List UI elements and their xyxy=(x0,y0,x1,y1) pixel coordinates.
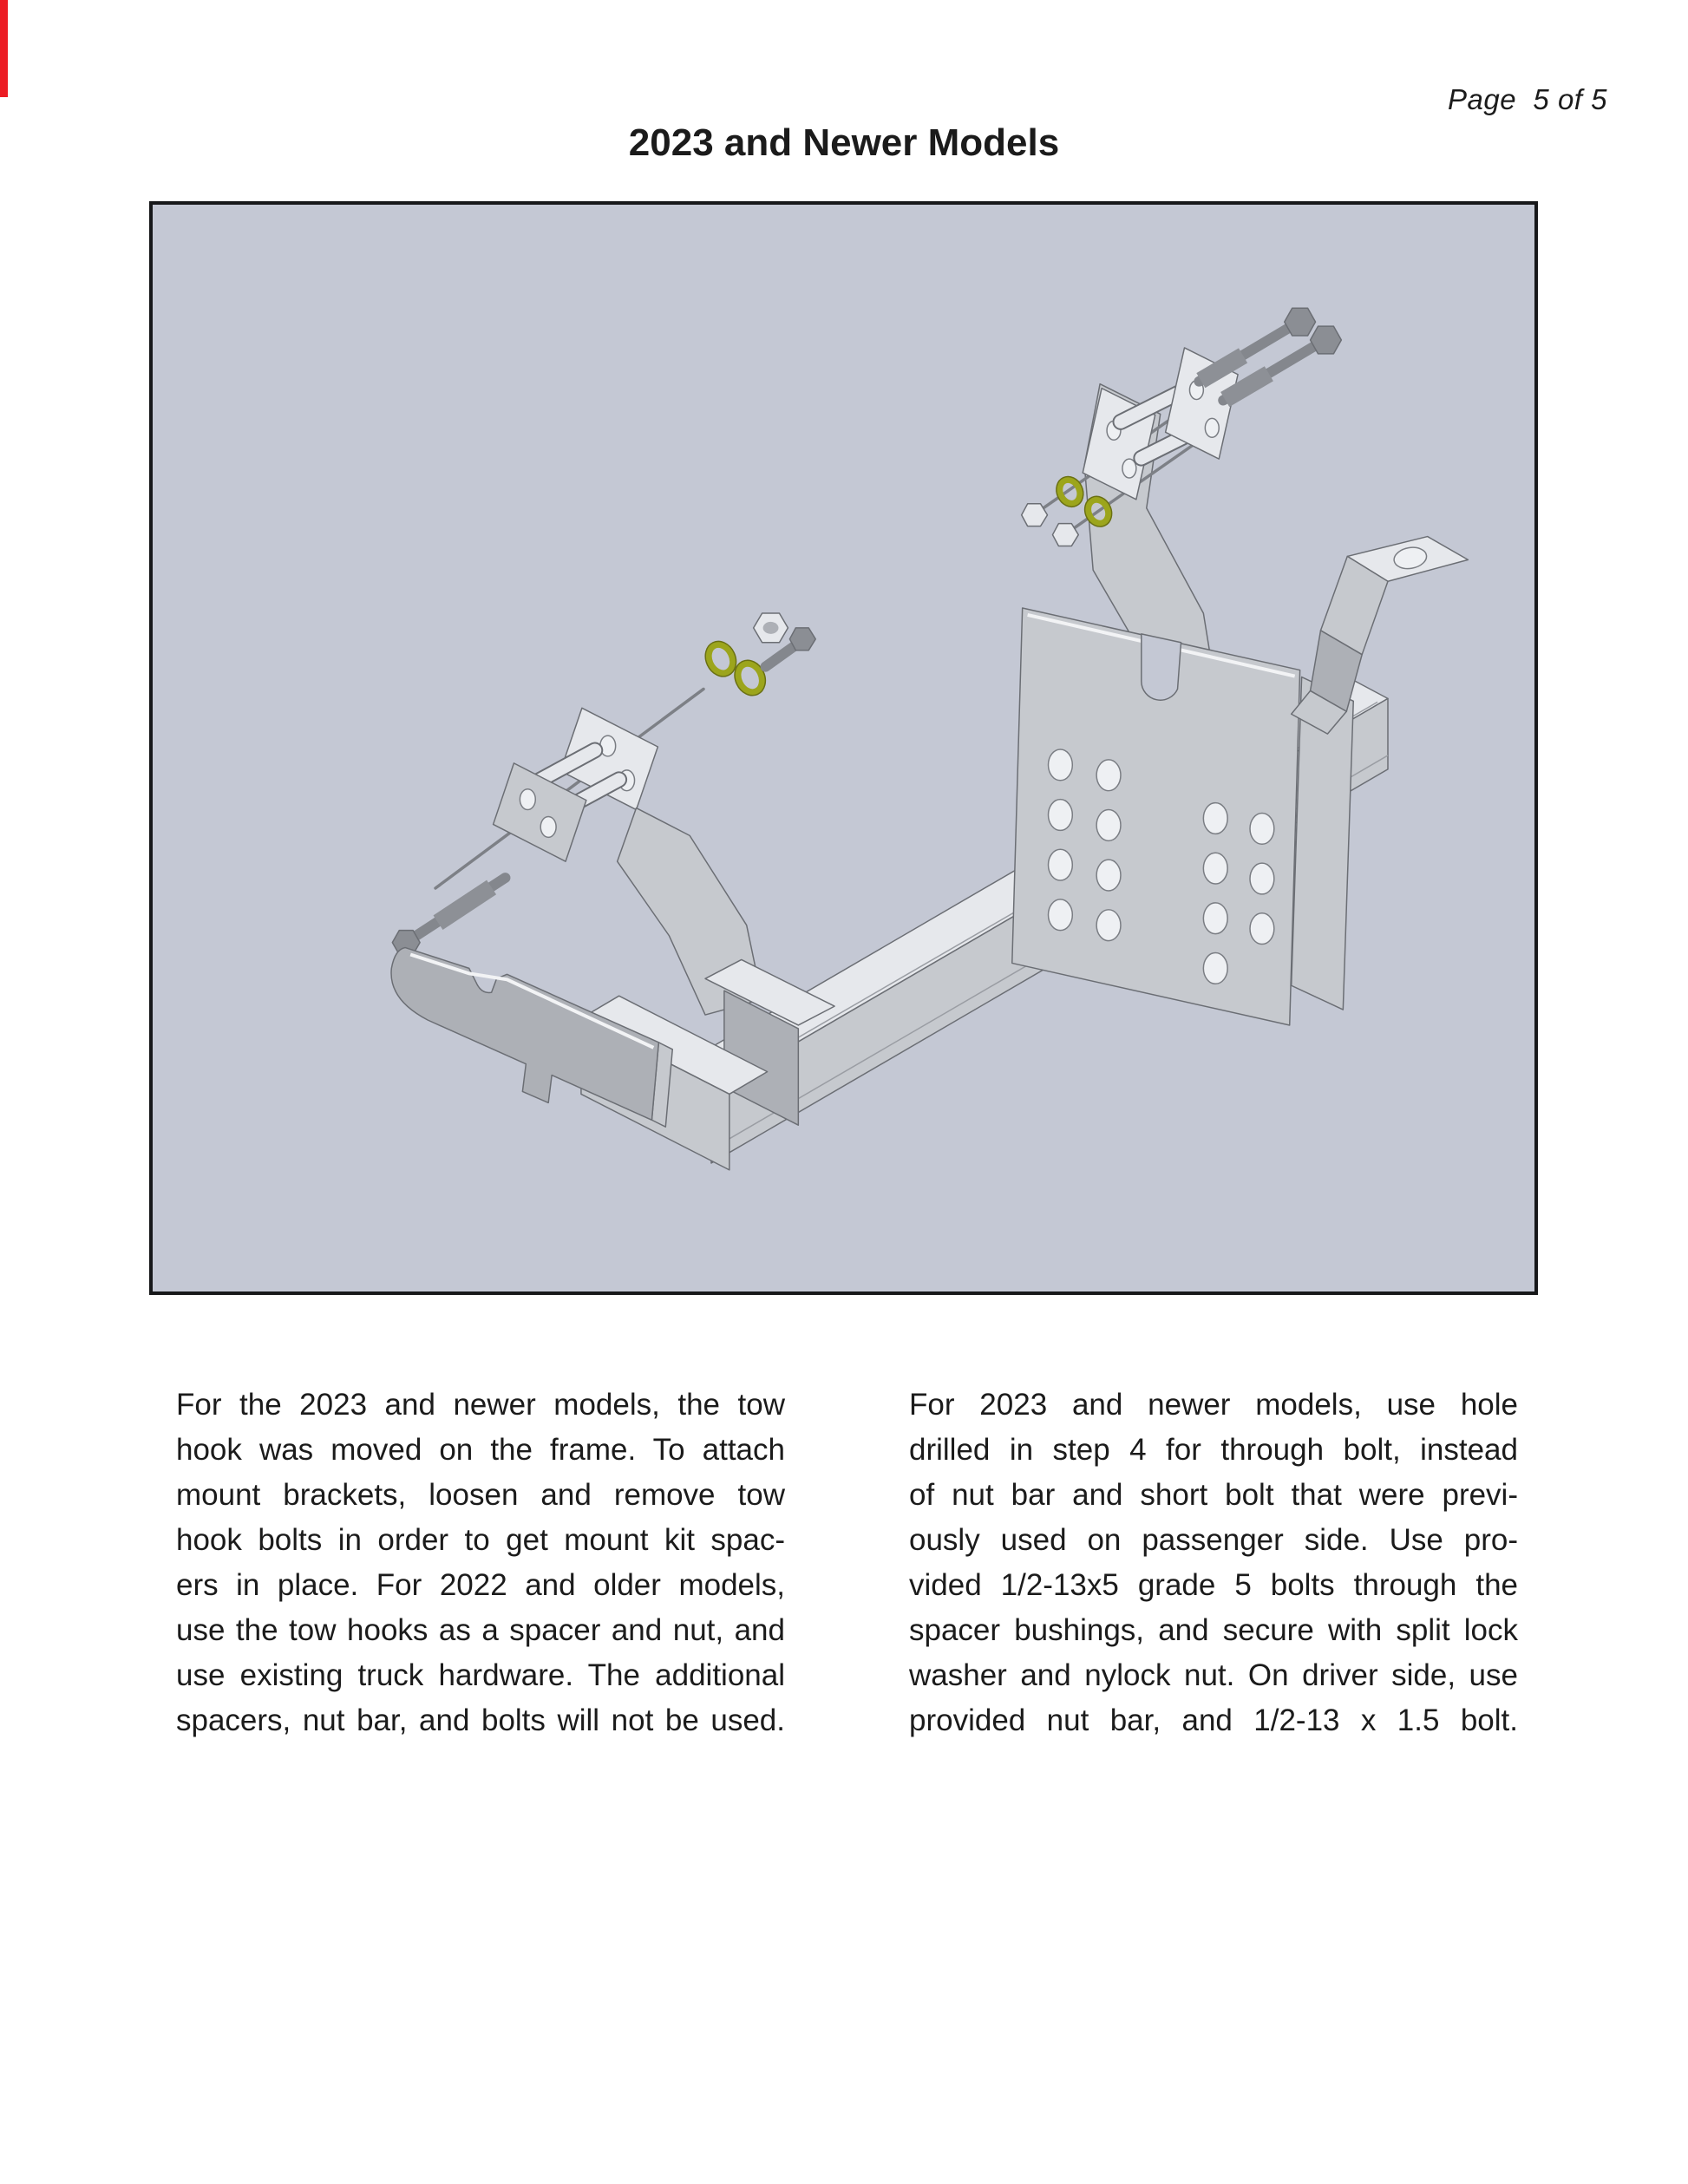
text-line: ers in place. For 2022 and older models, xyxy=(176,1568,785,1602)
assembly-diagram-canvas xyxy=(153,205,1534,1291)
text-line: drilled in step 4 for through bolt, instead xyxy=(909,1433,1518,1467)
text-line: of nut bar and short bolt that were previ- xyxy=(909,1478,1518,1512)
passenger-side-mount-plate xyxy=(1012,608,1300,1025)
text-line: use the tow hooks as a spacer and nut, and xyxy=(176,1613,785,1647)
passenger-side-assembly xyxy=(1012,308,1469,1025)
text-line: washer and nylock nut. On driver side, use xyxy=(909,1658,1518,1692)
text-line: For 2023 and newer models, use hole xyxy=(909,1388,1518,1422)
text-line: mount brackets, loosen and remove tow xyxy=(176,1478,785,1512)
red-edge-mark xyxy=(0,0,8,97)
text-line: provided nut bar, and 1/2-13 x 1.5 bolt. xyxy=(909,1703,1518,1737)
center-hardware xyxy=(700,613,815,701)
long-hex-bolt xyxy=(1199,308,1315,381)
page-number: Page 5 of 5 xyxy=(1448,83,1607,115)
instructions-left-column xyxy=(176,1383,785,1743)
assembly-diagram xyxy=(149,201,1538,1295)
long-hex-bolt-left xyxy=(392,878,505,954)
text-line: use existing truck hardware. The additional xyxy=(176,1658,785,1692)
text-line: spacers, nut bar, and bolts will not be used. xyxy=(176,1703,785,1737)
nylock-nut xyxy=(754,613,788,643)
text-line: vided 1/2-13x5 grade 5 bolts through the xyxy=(909,1568,1518,1602)
text-line: For the 2023 and newer models, the tow xyxy=(176,1388,785,1422)
text-line: spacer bushings, and secure with split lock xyxy=(909,1613,1518,1647)
page-title: 2023 and Newer Models xyxy=(628,121,1060,164)
text-line: ously used on passenger side. Use pro- xyxy=(909,1523,1518,1557)
text-line: hook was moved on the frame. To attach xyxy=(176,1433,785,1467)
instructions-right-column xyxy=(909,1383,1518,1743)
split-lock-washer xyxy=(1051,472,1088,511)
nut-bar-plate xyxy=(391,948,672,1128)
text-line: hook bolts in order to get mount kit spac- xyxy=(176,1523,785,1557)
